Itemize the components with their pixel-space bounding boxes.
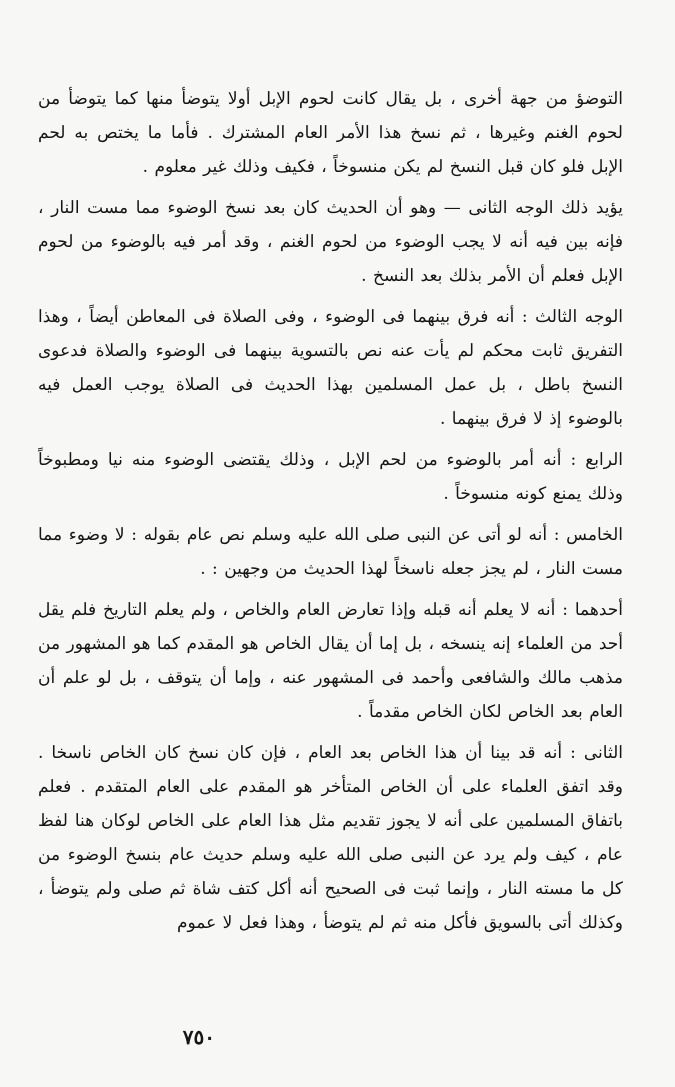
paragraph: يؤيد ذلك الوجه الثانى — وهو أن الحديث كان بعد نسخ الوضوء مما مست النار ، فإنه بين فيه أنه لا يجب الوضوء من لحوم الغنم ، وقد أمر فيه بالوضوء من لحوم الإبل فعلم أن الأمر بذلك بعد النسخ .: [38, 198, 623, 286]
paragraph: الثانى : أنه قد بينا أن هذا الخاص بعد العام ، فإن كان نسخ كان الخاص ناسخا . وقد اتفق العلماء على أن الخاص المتأخر هو المقدم على العام المتقدم . فعلم باتفاق المسلمين على أنه لا يجوز تقديم مثل هذا العام على الخاص لوكان هنا لفظ عام ، كيف ولم يرد عن النبى صلى الله عليه وسلم حديث عام بنسخ الوضوء من كل ما مسته النار ، وإنما ثبت فى الصحيح أنه أكل كتف شاة ثم صلى ولم يتوضأ ، وكذلك أتى بالسويق فأكل منه ثم لم يتوضأ ، وهذا فعل لا عموم: [38, 743, 623, 933]
page-body: [38, 82, 623, 940]
paragraph: التوضؤ من جهة أخرى ، بل يقال كانت لحوم الإبل أولا يتوضأ منها كما يتوضأ من لحوم الغنم وغيرها ، ثم نسخ هذا الأمر العام المشترك . فأما ما يختص به لحم الإبل فلو كان قبل النسخ لم يكن منسوخاً ، فكيف وذلك غير معلوم .: [38, 89, 623, 177]
paragraph: الرابع : أنه أمر بالوضوء من لحم الإبل ، وذلك يقتضى الوضوء منه نيا ومطبوخاً وذلك يمنع كونه منسوخاً .: [38, 450, 623, 504]
paragraph: الخامس : أنه لو أتى عن النبى صلى الله عليه وسلم نص عام بقوله : لا وضوء مما مست النار ، لم يجز جعله ناسخاً لهذا الحديث من وجهين : .: [38, 525, 623, 579]
page-number: ٧٥٠: [182, 1025, 215, 1049]
paragraph: الوجه الثالث : أنه فرق بينهما فى الوضوء ، وفى الصلاة فى المعاطن أيضاً ، وهذا التفريق ثابت محكم لم يأت عنه نص بالتسوية بينهما فى الوضوء والصلاة فدعوى النسخ باطل ، بل عمل المسلمين بهذا الحديث فى الصلاة يوجب العمل فيه بالوضوء إذ لا فرق بينهما .: [38, 307, 623, 429]
paragraph: أحدهما : أنه لا يعلم أنه قبله وإذا تعارض العام والخاص ، ولم يعلم التاريخ فلم يقل أحد من العلماء إنه ينسخه ، بل إما أن يقال الخاص هو المقدم كما هو المشهور من مذهب مالك والشافعى وأحمد فى المشهور عنه ، وإما أن يتوقف ، بل لو علم أن العام بعد الخاص لكان الخاص مقدماً .: [38, 600, 623, 722]
